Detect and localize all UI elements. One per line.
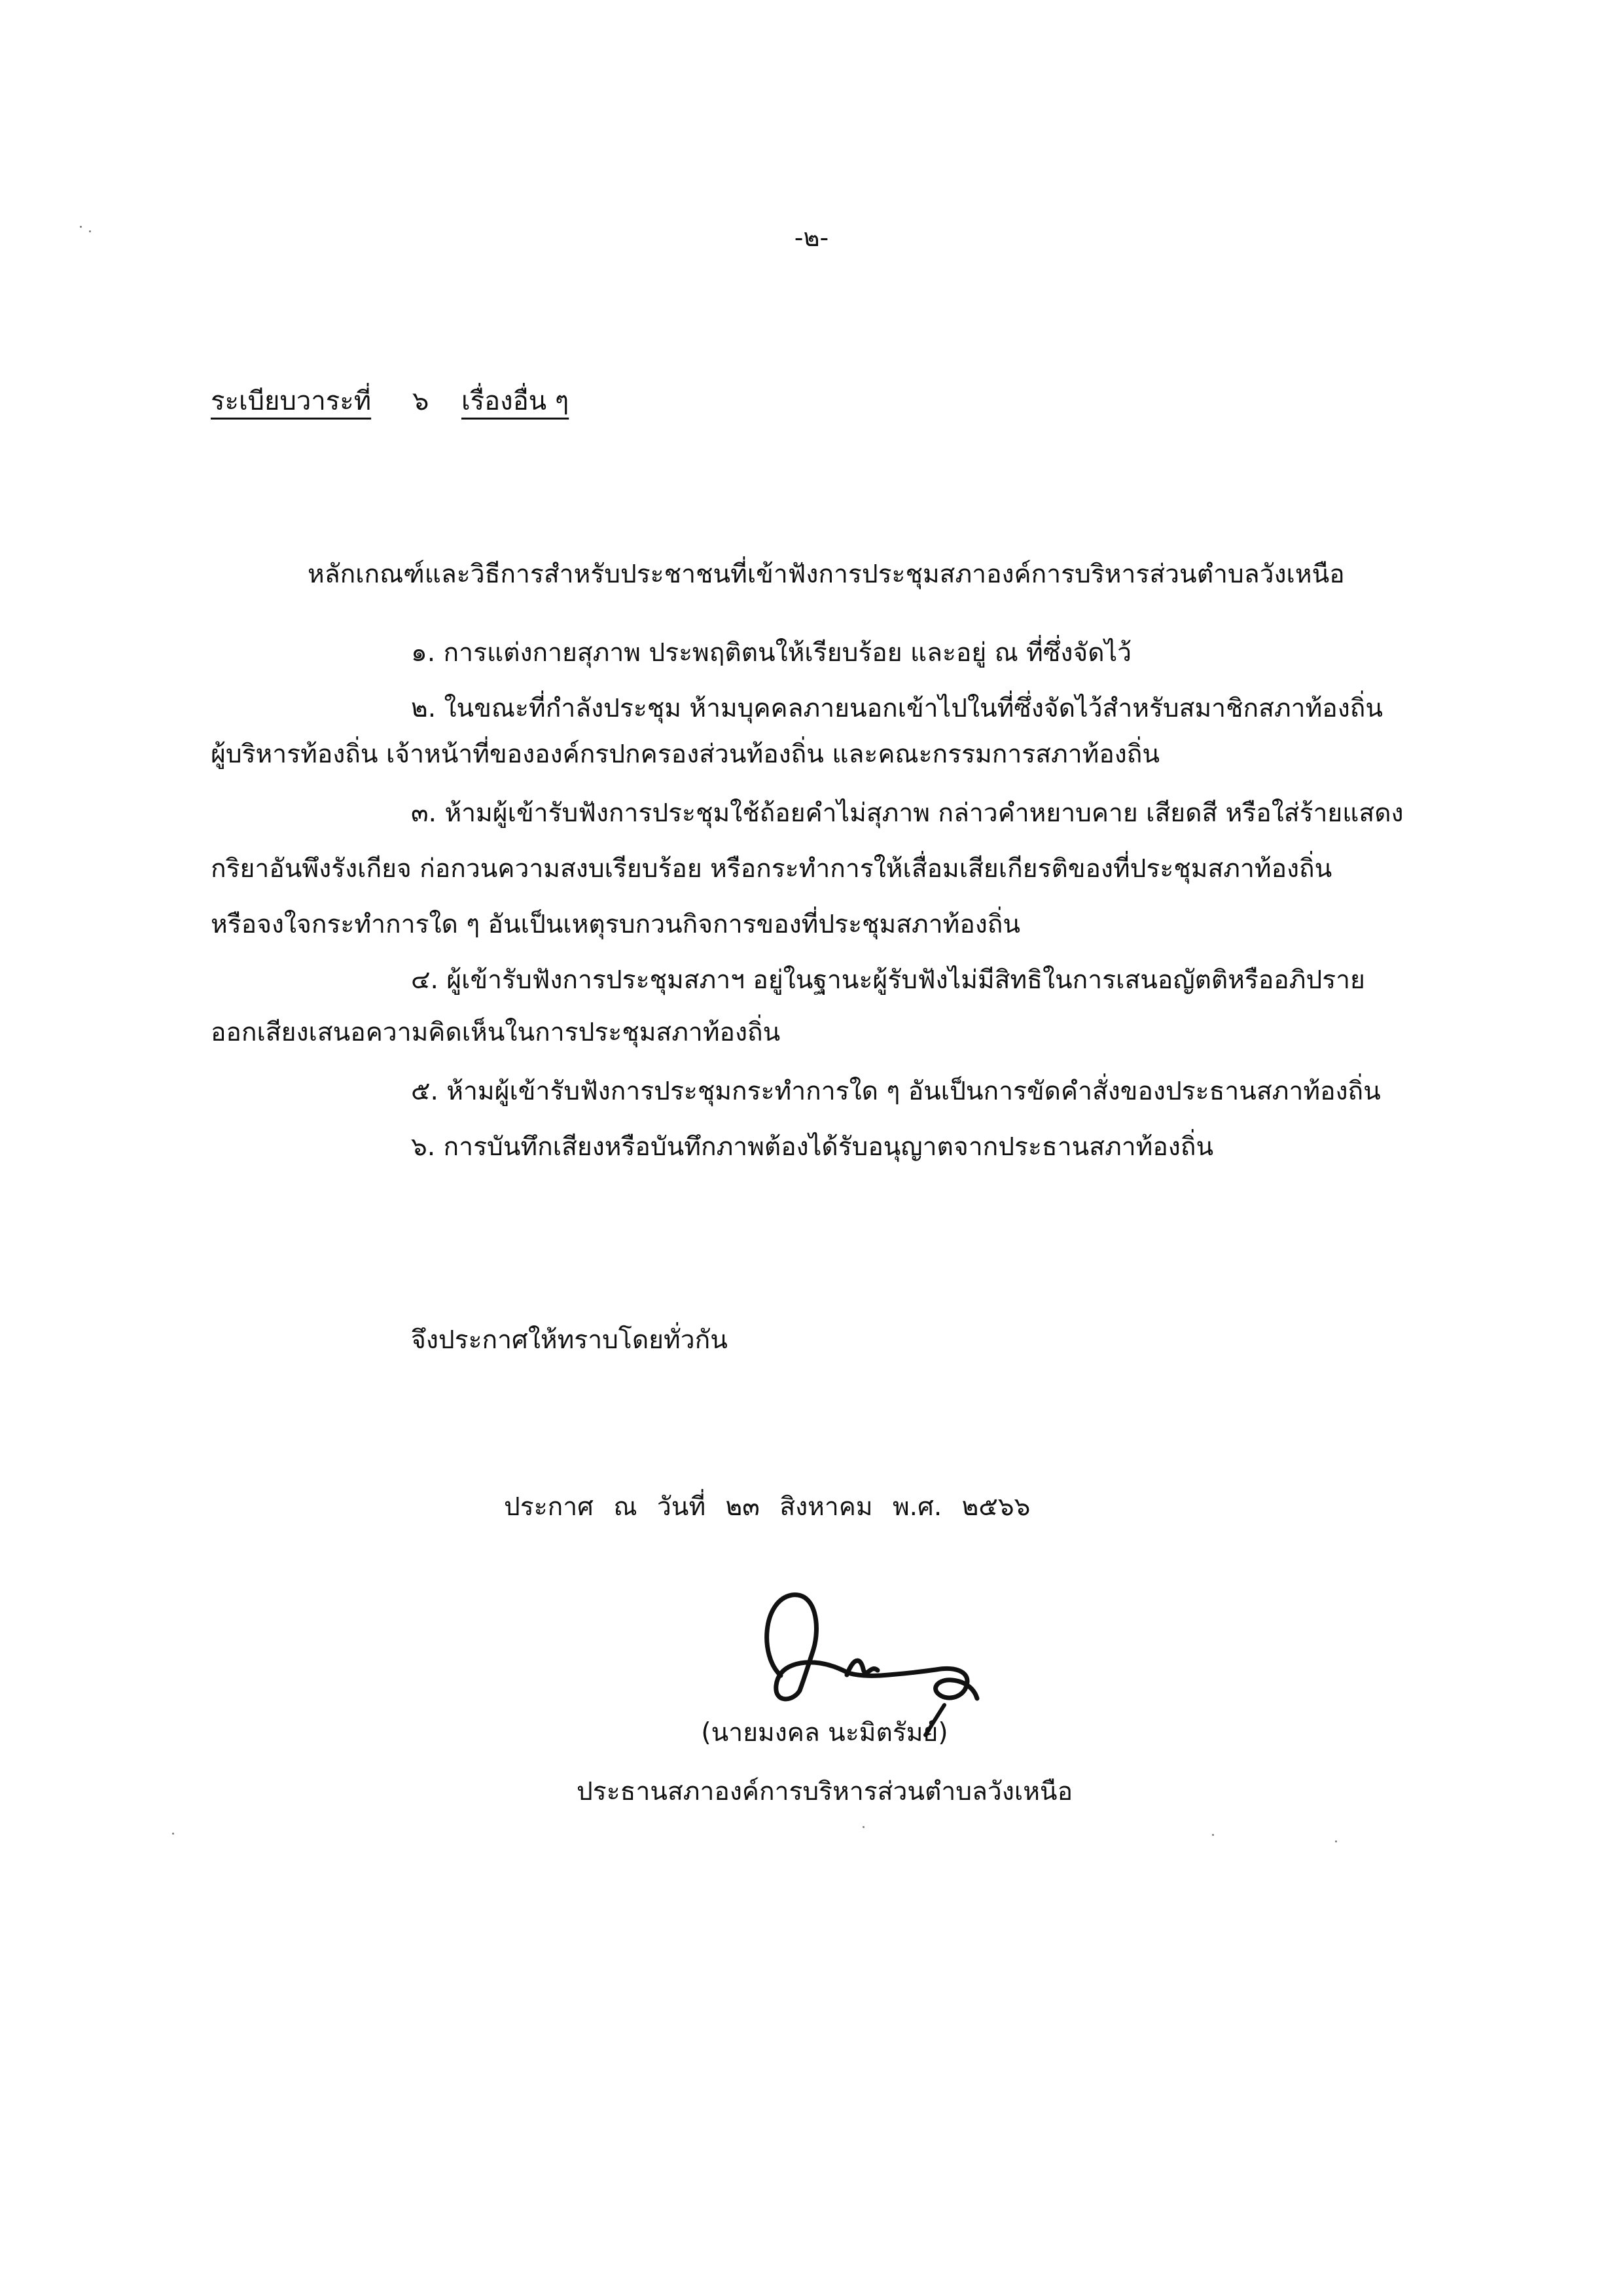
rule-2-line-1: ๒. ในขณะที่กำลังประชุม ห้ามบุคคลภายนอกเข้าไปในที่ซึ่งจัดไว้สำหรับสมาชิกสภาท้องถิ่น: [411, 694, 1383, 723]
scan-speck: [1212, 1834, 1214, 1836]
rule-5-line-1: ๕. ห้ามผู้เข้ารับฟังการประชุมกระทำการใด ๆ อันเป็นการขัดคำสั่งของประธานสภาท้องถิ่น: [411, 1077, 1381, 1106]
rule-3-line-3: หรือจงใจกระทำการใด ๆ อันเป็นเหตุรบกวนกิจการของที่ประชุมสภาท้องถิ่น: [211, 910, 1021, 939]
scan-speck: [863, 1826, 865, 1828]
scan-speck: [1335, 1840, 1337, 1842]
rule-1-line-1: ๑. การแต่งกายสุภาพ ประพฤติตนให้เรียบร้อย และอยู่ ณ ที่ซึ่งจัดไว้: [411, 638, 1132, 668]
scan-speck: [89, 230, 91, 232]
rule-3-line-2: กริยาอันพึงรังเกียจ ก่อกวนความสงบเรียบร้อย หรือกระทำการให้เสื่อมเสียเกียรติของที่ประชุมสภาท้องถิ่น: [211, 854, 1332, 884]
scan-speck: [172, 1833, 174, 1835]
agenda-label: ระเบียบวาระที่: [211, 386, 372, 416]
rule-3-line-1: ๓. ห้ามผู้เข้ารับฟังการประชุมใช้ถ้อยคำไม่สุภาพ กล่าวคำหยาบคาย เสียดสี หรือใส่ร้ายแสดง: [411, 798, 1404, 828]
rule-6-line-1: ๖. การบันทึกเสียงหรือบันทึกภาพต้องได้รับอนุญาตจากประธานสภาท้องถิ่น: [411, 1132, 1214, 1162]
signer-title: ประธานสภาองค์การบริหารส่วนตำบลวังเหนือ: [576, 1777, 1073, 1806]
page-number: -๒-: [794, 223, 829, 252]
rule-4-line-2: ออกเสียงเสนอความคิดเห็นในการประชุมสภาท้องถิ่น: [211, 1018, 781, 1047]
rule-2-line-2: ผู้บริหารท้องถิ่น เจ้าหน้าที่ขององค์กรปกครองส่วนท้องถิ่น และคณะกรรมการสภาท้องถิ่น: [211, 740, 1160, 769]
agenda-title: เรื่องอื่น ๆ: [461, 386, 569, 416]
intro-statement: หลักเกณฑ์และวิธีการสำหรับประชาชนที่เข้าฟังการประชุมสภาองค์การบริหารส่วนตำบลวังเหนือ: [308, 560, 1345, 589]
agenda-number: ๖: [412, 386, 429, 416]
announcement-date: ประกาศ ณ วันที่ ๒๓ สิงหาคม พ.ศ. ๒๕๖๖: [504, 1492, 1031, 1522]
closing-statement: จึงประกาศให้ทราบโดยทั่วกัน: [411, 1325, 728, 1355]
rule-4-line-1: ๔. ผู้เข้ารับฟังการประชุมสภาฯ อยู่ในฐานะผู้รับฟังไม่มีสิทธิในการเสนอญัตติหรืออภิปราย: [411, 965, 1365, 995]
scan-speck: [80, 226, 82, 228]
signer-name: (นายมงคล นะมิตรัมย์): [701, 1718, 948, 1748]
